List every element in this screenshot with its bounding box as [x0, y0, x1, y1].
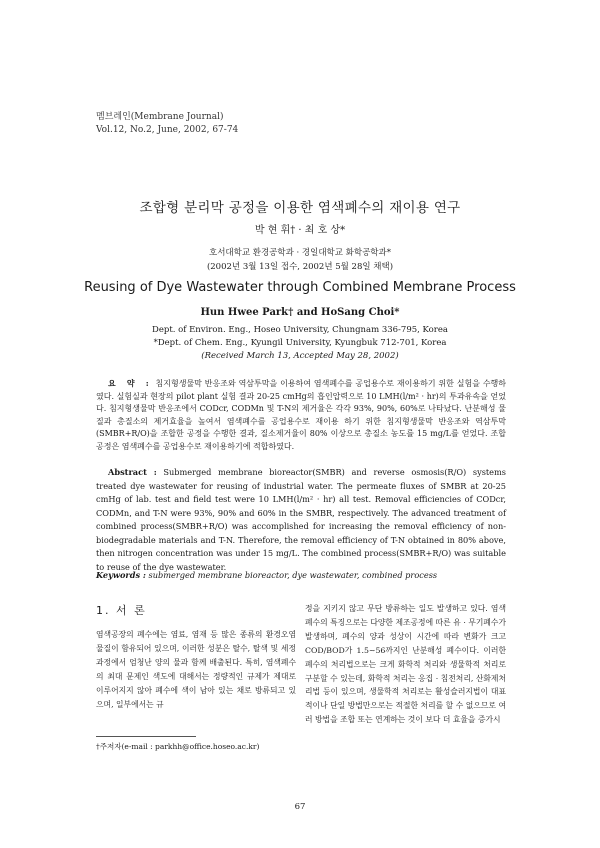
received-dates: (Received March 13, Accepted May 28, 2002) [201, 351, 399, 361]
affiliation-line: Dept. of Environ. Eng., Hoseo University, Chungnam 336-795, Korea [152, 325, 448, 335]
english-abstract [96, 466, 506, 574]
korean-abstract-label: 요 약 : [108, 378, 153, 388]
keywords-label: Keywords : [96, 570, 146, 580]
korean-authors: 박 현 휘† · 최 호 상* [254, 225, 346, 236]
body-left-column: 염색공장의 폐수에는 염료, 염재 등 많은 종류의 환경오염물질이 함유되어 있으며, 이러한 성분은 탈수, 탈색 및 세정과정에서 엄청난 양의 물과 함께 배출된다. 특히, 염색폐수의 최대 문제인 색도에 대해서는 정량적인 규제가 제대로 이루어지지 않아 폐수에 색이 남아 있는 채로 방류되고 있으며, 일부에서는 규 [96, 630, 296, 709]
english-authors: Hun Hwee Park† and HoSang Choi* [200, 307, 400, 318]
affiliation-line: *Dept. of Chem. Eng., Kyungil University, Kyungbuk 712-701, Korea [153, 338, 447, 348]
korean-title: 조합형 분리막 공정을 이용한 염색폐수의 재이용 연구 [139, 200, 461, 216]
page-number: 67 [294, 802, 306, 812]
corresponding-author-footnote: †주저자(e-mail : parkhh@office.hoseo.ac.kr) [96, 742, 260, 751]
journal-header [96, 111, 238, 137]
korean-abstract [96, 377, 506, 454]
korean-affiliation: 호서대학교 환경공학과 · 경일대학교 화학공학과* [209, 248, 391, 258]
english-title: Reusing of Dye Wastewater through Combined Membrane Process [84, 280, 516, 295]
journal-issue: Vol.12, No.2, June, 2002, 67-74 [96, 125, 239, 135]
body-right-column: 정을 지키지 않고 무단 방류하는 일도 발생하고 있다. 염색폐수의 특징으로는 다양한 제조공정에 따른 유 · 무기폐수가 발생하며, 폐수의 양과 성상이 시간에 따라 변화가 크고 COD/BOD가 1.5∼56까지인 난분해성 폐수이다. 이러한 폐수의 처리법으로는 크게 화학적 처리와 생물학적 처리로 구분할 수 있는데, 화학적 처리는 응집 · 침전처리, 산화제처리법 등이 있으며, 생물학적 처리로는 활성슬러지법이 대표적이나 단일 방법만으로는 적절한 처리를 할 수 없으므로 여러 방법을 조합 또는 연계하는 것이 보다 더 효율을 증가시 [305, 604, 506, 725]
journal-name: 멤브레인(Membrane Journal) [96, 112, 224, 122]
korean-abstract-text: 침지형생물막 반응조와 역삼투막을 이용하여 염색폐수를 공업용수로 재이용하기 위한 실험을 수행하였다. 실험실과 현장의 pilot plant 실험 결과 20-25 cmHg의 흡인압력으로 10 LMH(l/m² · hr)의 투과유속을 얻었다. 침지형생물막 반응조에서 CODcr, CODMn 및 T-N의 제거율은 각각 93%, 90%, 60%로 나타났다. 난분해성 물질과 총질소의 제거효율을 높여서 염색폐수를 공업용수로 재이용 하기 위한 침지형생물막 반응조와 역삼투막(SMBR+R/O)을 조합한 공정을 수행한 결과, 질소제거율이 80% 이상으로 총질소 농도를 15 mg/L를 얻었다. 조합공정은 염색폐수를 공업용수로 재이용하기에 적합하였다. [96, 379, 507, 451]
keywords-text: submerged membrane bioreactor, dye wastewater, combined process [148, 570, 438, 580]
english-abstract-label: Abstract : [108, 467, 157, 477]
footnote-divider [96, 736, 196, 737]
keywords [96, 570, 506, 580]
english-abstract-text: Submerged membrane bioreactor(SMBR) and reverse osmosis(R/O) systems treated dye wastewater for reusing of industrial water. The permeate fluxes of SMBR at 20-25 cmHg of lab. test and field test were 10 LMH(l/m² · hr) all test. Removal efficiencies of CODcr, CODMn, and T-N were 93%, 90% and 60% in the SMBR, respectively. The advanced treatment of combined process(SMBR+R/O) was accomplished for increasing the removal efficiency of non-biodegradable materials and T-N. Therefore, the removal efficiency of T-N obtained in 80% above, then nitrogen concentration was under 15 mg/L. The combined process(SMBR+R/O) was suitable to reuse of the dye wastewater. [96, 467, 506, 572]
section-heading-introduction: 1. 서 론 [96, 604, 147, 617]
korean-dates: (2002년 3월 13일 접수, 2002년 5월 28일 채택) [206, 262, 394, 272]
english-affiliation [0, 324, 600, 363]
